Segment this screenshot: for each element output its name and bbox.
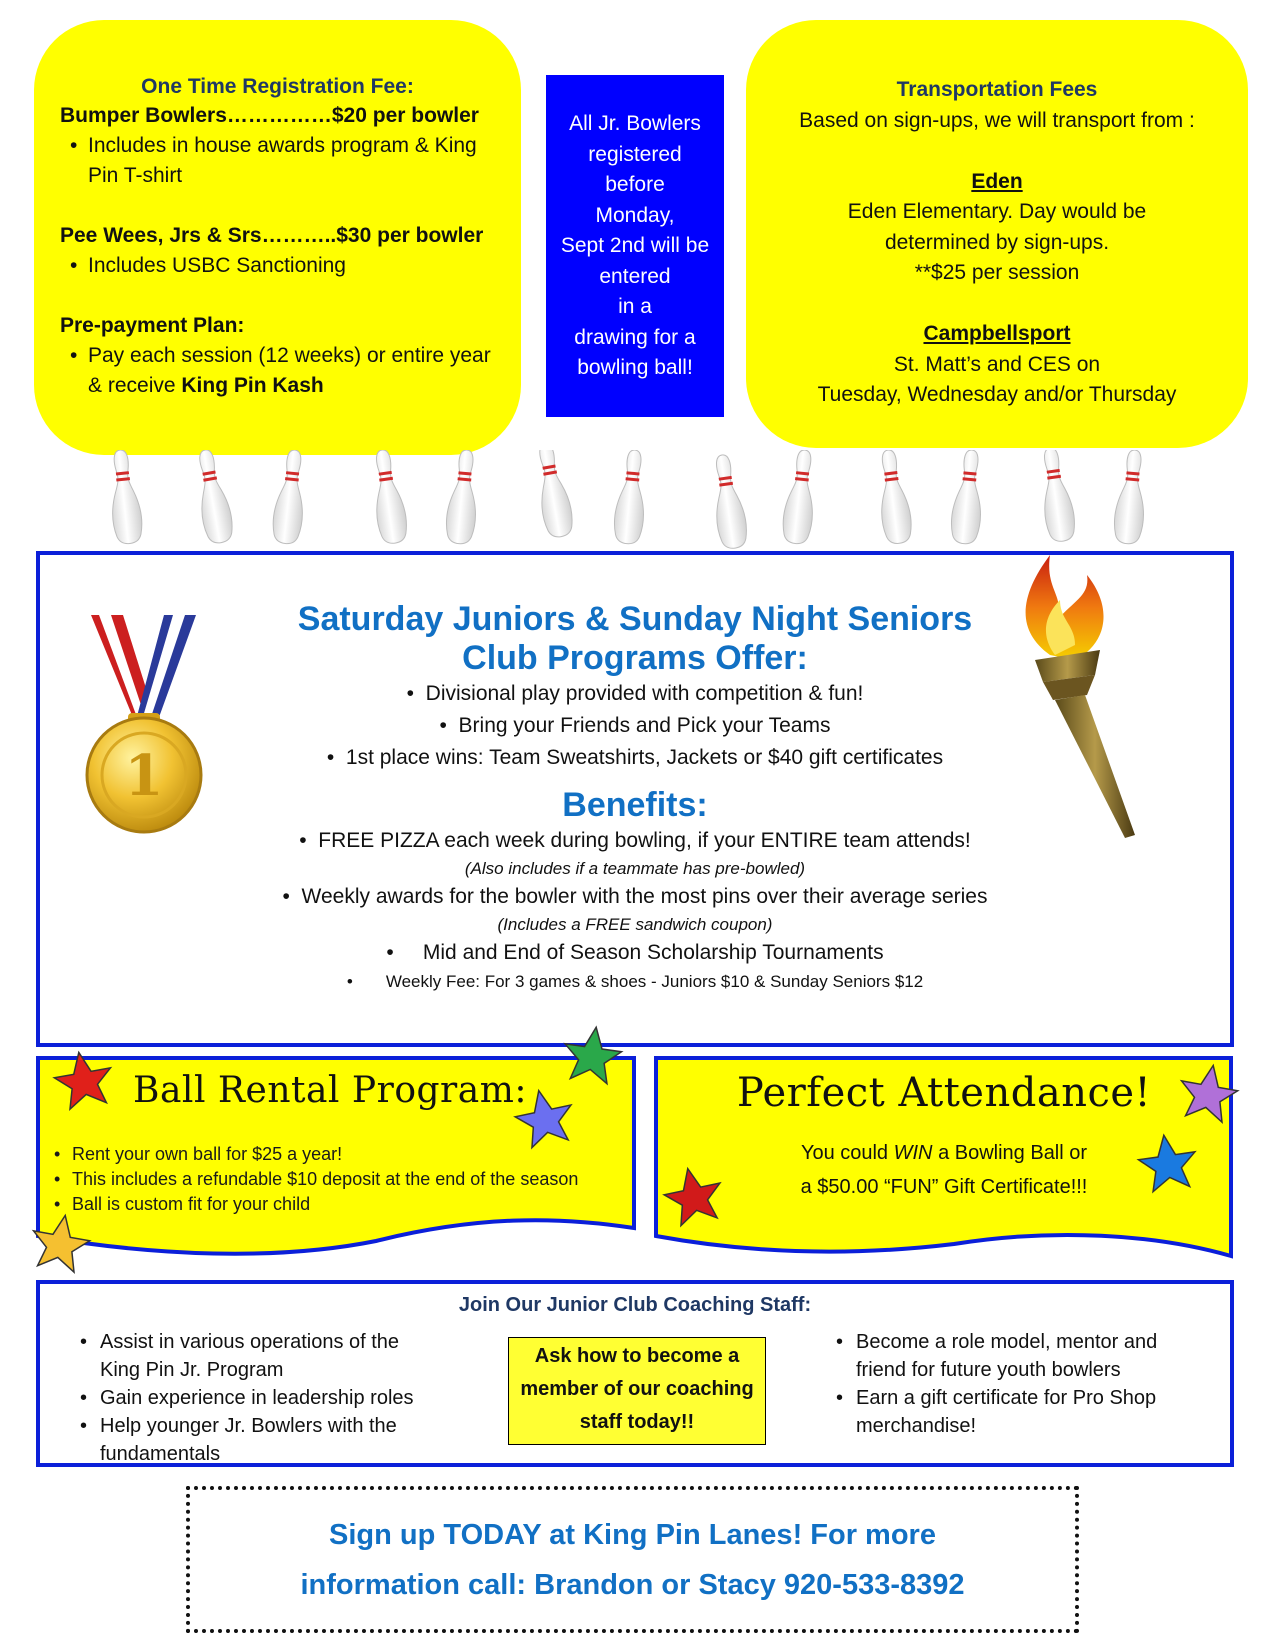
benefit-item: • Weekly awards for the bowler with the most pins over their average series bbox=[282, 885, 988, 908]
offer-item: • 1st place wins: Team Sweatshirts, Jackets or $40 gift certificates bbox=[326, 746, 944, 769]
medal-number: 1 bbox=[124, 743, 164, 809]
club-programs-box bbox=[36, 551, 1234, 1047]
drawing-line: All Jr. Bowlers bbox=[569, 112, 701, 135]
bowling-pin-icon bbox=[708, 453, 750, 550]
list-item: • This includes a refundable $10 deposit at the end of the season bbox=[54, 1167, 624, 1192]
campbellsport-line: St. Matt’s and CES on bbox=[893, 352, 1101, 376]
bowling-pin-icon bbox=[1036, 450, 1078, 543]
registration-panel bbox=[34, 20, 521, 455]
list-item: • Rent your own ball for $25 a year! bbox=[54, 1142, 624, 1167]
list-item: • Assist in various operations of the King Pin Jr. Program bbox=[80, 1328, 420, 1384]
green-star-icon bbox=[560, 1023, 624, 1085]
club-title-line1: Saturday Juniors & Sunday Night Seniors bbox=[297, 600, 973, 638]
campbellsport-line: Tuesday, Wednesday and/or Thursday bbox=[817, 383, 1177, 406]
list-item: • Includes in house awards program & King Pin T-shirt bbox=[70, 131, 495, 191]
bumper-bowlers-fee: Bumper Bowlers……………$20 per bowler bbox=[60, 104, 479, 127]
list-item: • Includes USBC Sanctioning bbox=[70, 251, 495, 281]
drawing-line: bowling ball! bbox=[577, 356, 693, 379]
drawing-line: Monday, bbox=[595, 203, 675, 227]
coaching-title: Join Our Junior Club Coaching Staff: bbox=[458, 1294, 812, 1316]
perfect-line2: a $50.00 “FUN” Gift Certificate!!! bbox=[800, 1176, 1088, 1198]
drawing-line: Sept 2nd will be bbox=[560, 234, 710, 257]
bowling-pin-icon bbox=[444, 450, 481, 545]
gold-medal-icon bbox=[76, 615, 211, 840]
bowling-pin-icon bbox=[106, 450, 144, 545]
perfect-line1: You could WIN a Bowling Ball or bbox=[800, 1142, 1088, 1164]
torch-icon bbox=[995, 550, 1145, 840]
list-item: • Become a role model, mentor and friend for future youth bowlers bbox=[836, 1328, 1176, 1384]
bowling-pin-icon bbox=[874, 450, 914, 545]
bowling-pin-icon bbox=[271, 450, 309, 545]
coaching-right-list bbox=[836, 1328, 1176, 1440]
red-star-icon bbox=[51, 1048, 117, 1111]
benefits-title: Benefits: bbox=[562, 786, 708, 824]
bowling-pin-icon bbox=[368, 450, 410, 545]
transportation-intro: Based on sign-ups, we will transport from : bbox=[799, 108, 1195, 132]
drawing-line: drawing for a bbox=[574, 325, 696, 349]
transportation-panel bbox=[746, 20, 1248, 448]
perfect-attendance-title: Perfect Attendance! bbox=[736, 1070, 1152, 1116]
signup-line1: Sign up TODAY at King Pin Lanes! For more bbox=[329, 1519, 936, 1551]
eden-line: **$25 per session bbox=[914, 261, 1080, 284]
benefit-note: (Includes a FREE sandwich coupon) bbox=[497, 915, 773, 934]
ask-line: Ask how to become a bbox=[534, 1345, 740, 1367]
drawing-line: entered bbox=[599, 264, 671, 288]
drawing-box bbox=[546, 75, 724, 417]
prepay-bullets bbox=[60, 341, 495, 401]
blue-star-icon bbox=[511, 1085, 578, 1150]
campbellsport-heading: Campbellsport bbox=[923, 322, 1071, 345]
benefit-item: • Mid and End of Season Scholarship Tournaments bbox=[386, 941, 884, 964]
offer-item: • Divisional play provided with competition & fun! bbox=[406, 682, 864, 705]
peewee-bullets bbox=[60, 251, 495, 281]
bowling-pins-row bbox=[100, 450, 1200, 550]
drawing-line: registered bbox=[588, 142, 682, 166]
bumper-bullets bbox=[60, 131, 495, 191]
registration-title: One Time Registration Fee: bbox=[141, 75, 414, 98]
bowling-pin-icon bbox=[1112, 450, 1149, 545]
coaching-left-list bbox=[80, 1328, 420, 1468]
signup-line2: information call: Brandon or Stacy 920-533-8392 bbox=[300, 1569, 965, 1601]
bowling-pin-icon bbox=[949, 450, 986, 545]
blue-star-icon bbox=[1136, 1131, 1200, 1193]
list-item: • Earn a gift certificate for Pro Shop merchandise! bbox=[836, 1384, 1176, 1440]
list-item: • Ball is custom fit for your child bbox=[54, 1192, 624, 1217]
benefit-note: (Also includes if a teammate has pre-bowled) bbox=[464, 859, 806, 878]
purple-star-icon bbox=[1176, 1061, 1242, 1124]
eden-line: Eden Elementary. Day would be bbox=[847, 200, 1147, 223]
list-item: • Help younger Jr. Bowlers with the fundamentals bbox=[80, 1412, 420, 1468]
pee-wees-fee: Pee Wees, Jrs & Srs………..$30 per bowler bbox=[60, 224, 484, 247]
bowling-pin-icon bbox=[191, 450, 236, 545]
prepayment-title: Pre-payment Plan: bbox=[60, 314, 245, 337]
eden-heading: Eden bbox=[971, 169, 1023, 193]
benefit-item: • FREE PIZZA each week during bowling, if your ENTIRE team attends! bbox=[299, 829, 971, 852]
benefit-item: • Weekly Fee: For 3 games & shoes - Juniors $10 & Sunday Seniors $12 bbox=[346, 972, 924, 991]
list-item bbox=[70, 341, 495, 401]
bowling-pin-icon bbox=[781, 450, 819, 545]
ball-rental-title: Ball Rental Program: bbox=[133, 1070, 527, 1111]
stars-decoration bbox=[0, 1020, 1275, 1280]
drawing-line: before bbox=[605, 173, 665, 196]
drawing-line: in a bbox=[618, 295, 652, 318]
ask-line: member of our coaching bbox=[520, 1378, 754, 1400]
king-pin-kash: King Pin Kash bbox=[181, 374, 324, 397]
transportation-title: Transportation Fees bbox=[896, 78, 1098, 101]
signup-box bbox=[186, 1486, 1079, 1633]
prepay-text: Pay each session (12 weeks) or entire year & receive bbox=[88, 344, 491, 397]
list-item: • Gain experience in leadership roles bbox=[80, 1384, 420, 1412]
red-star-icon bbox=[660, 1163, 727, 1228]
bowling-pin-icon bbox=[531, 450, 576, 539]
yellow-star-icon bbox=[28, 1211, 94, 1274]
eden-line: determined by sign-ups. bbox=[884, 230, 1110, 254]
club-title-line2: Club Programs Offer: bbox=[462, 639, 808, 677]
offer-item: • Bring your Friends and Pick your Teams bbox=[439, 714, 831, 737]
ask-line: staff today!! bbox=[579, 1411, 695, 1433]
ask-coaching-box bbox=[508, 1337, 766, 1445]
bowling-pin-icon bbox=[612, 450, 649, 545]
